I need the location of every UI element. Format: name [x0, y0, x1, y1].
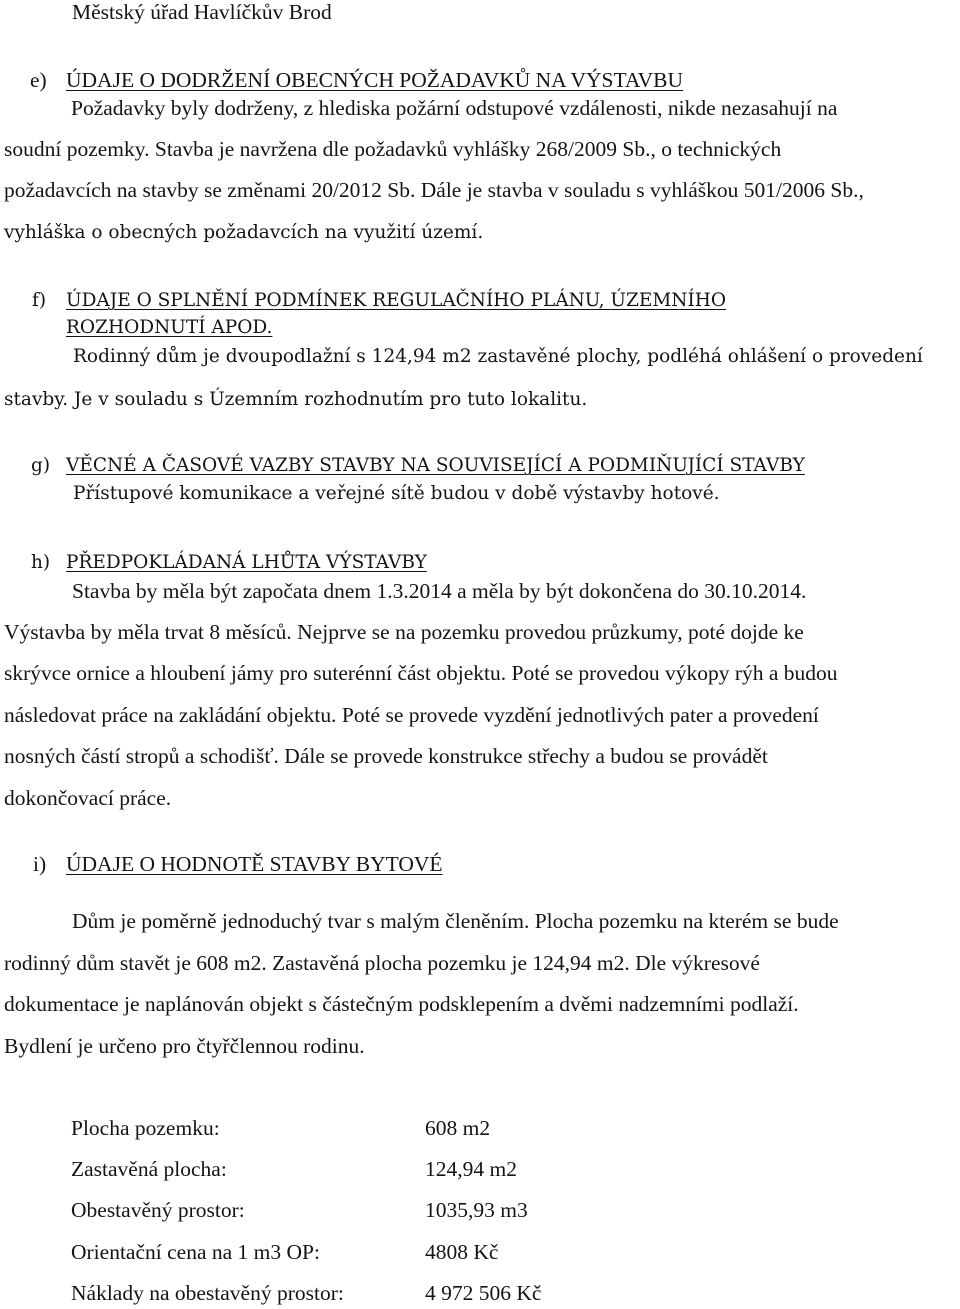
page-header-title: Městský úřad Havlíčkův Brod [72, 0, 332, 24]
section-g-heading: VĚCNÉ A ČASOVÉ VAZBY STAVBY NA SOUVISEJÍCÍ A PODMIŇUJÍCÍ STAVBY [66, 455, 805, 476]
section-h-line: nosných částí stropů a schodišť. Dále se provede konstrukce střechy a budou se provádět [4, 744, 768, 768]
section-g-marker: g) [31, 455, 51, 476]
section-h-line: následovat práce na zakládání objektu. Poté se provede vyzdění jednotlivých pater a provedení [4, 703, 819, 727]
section-e-line: požadavcích na stavby se změnami 20/2012 Sb. Dále je stavba v souladu s vyhláškou 501/2006 Sb., [4, 178, 864, 202]
section-f-heading-line1: ÚDAJE O SPLNĚNÍ PODMÍNEK REGULAČNÍHO PLÁNU, ÚZEMNÍHO [66, 290, 727, 311]
summary-label: Obestavěný prostor: [71, 1198, 245, 1222]
section-h-line: Výstavba by měla trvat 8 měsíců. Nejprve se na pozemku provedou průzkumy, poté dojde ke [4, 620, 804, 644]
summary-label: Plocha pozemku: [71, 1116, 220, 1140]
summary-label: Zastavěná plocha: [71, 1157, 227, 1181]
section-i-line: rodinný dům stavět je 608 m2. Zastavěná plocha pozemku je 124,94 m2. Dle výkresové [4, 951, 760, 975]
summary-value: 4808 Kč [425, 1240, 499, 1264]
section-g-line: Přístupové komunikace a veřejné sítě budou v době výstavby hotové. [73, 483, 720, 504]
summary-value: 4 972 506 Kč [425, 1281, 542, 1305]
section-f-line: stavby. Je v souladu s Územním rozhodnutím pro tuto lokalitu. [4, 389, 588, 410]
section-e-line: vyhláška o obecných požadavcích na využití území. [4, 222, 484, 243]
summary-label: Orientační cena na 1 m3 OP: [71, 1240, 320, 1264]
summary-value: 1035,93 m3 [425, 1198, 528, 1222]
section-i-marker: i) [33, 852, 47, 876]
section-e-marker: e) [30, 68, 47, 92]
summary-value: 124,94 m2 [425, 1157, 517, 1181]
section-h-marker: h) [31, 552, 51, 573]
section-i-line: Dům je poměrně jednoduchý tvar s malým členěním. Plocha pozemku na kterém se bude [72, 909, 839, 933]
section-e-line: soudní pozemky. Stavba je navržena dle požadavků vyhlášky 268/2009 Sb., o technických [4, 137, 782, 161]
section-h-line: dokončovací práce. [4, 786, 172, 810]
section-h-line: skrývce ornice a hloubení jámy pro suterénní část objektu. Poté se provedou výkopy rýh a budou [4, 661, 838, 685]
section-f-heading-line2: ROZHODNUTÍ APOD. [66, 317, 273, 338]
section-i-heading: ÚDAJE O HODNOTĚ STAVBY BYTOVÉ [66, 852, 443, 876]
section-f-marker: f) [32, 290, 47, 311]
summary-label: Náklady na obestavěný prostor: [71, 1281, 344, 1305]
section-i-line: dokumentace je naplánován objekt s částečným podsklepením a dvěmi nadzemními podlaží. [4, 992, 799, 1016]
section-h-heading: PŘEDPOKLÁDANÁ LHŮTA VÝSTAVBY [66, 552, 427, 573]
summary-value: 608 m2 [425, 1116, 491, 1140]
section-e-heading: ÚDAJE O DODRŽENÍ OBECNÝCH POŽADAVKŮ NA VÝSTAVBU [66, 68, 684, 92]
section-h-line: Stavba by měla být započata dnem 1.3.2014 a měla by být dokončena do 30.10.2014. [72, 579, 807, 603]
section-e-line: Požadavky byly dodrženy, z hlediska požární odstupové vzdálenosti, nikde nezasahují na [71, 96, 838, 120]
section-f-line: Rodinný dům je dvoupodlažní s 124,94 m2 zastavěné plochy, podléhá ohlášení o provedení [73, 346, 923, 367]
section-i-line: Bydlení je určeno pro čtyřčlennou rodinu. [4, 1034, 365, 1058]
